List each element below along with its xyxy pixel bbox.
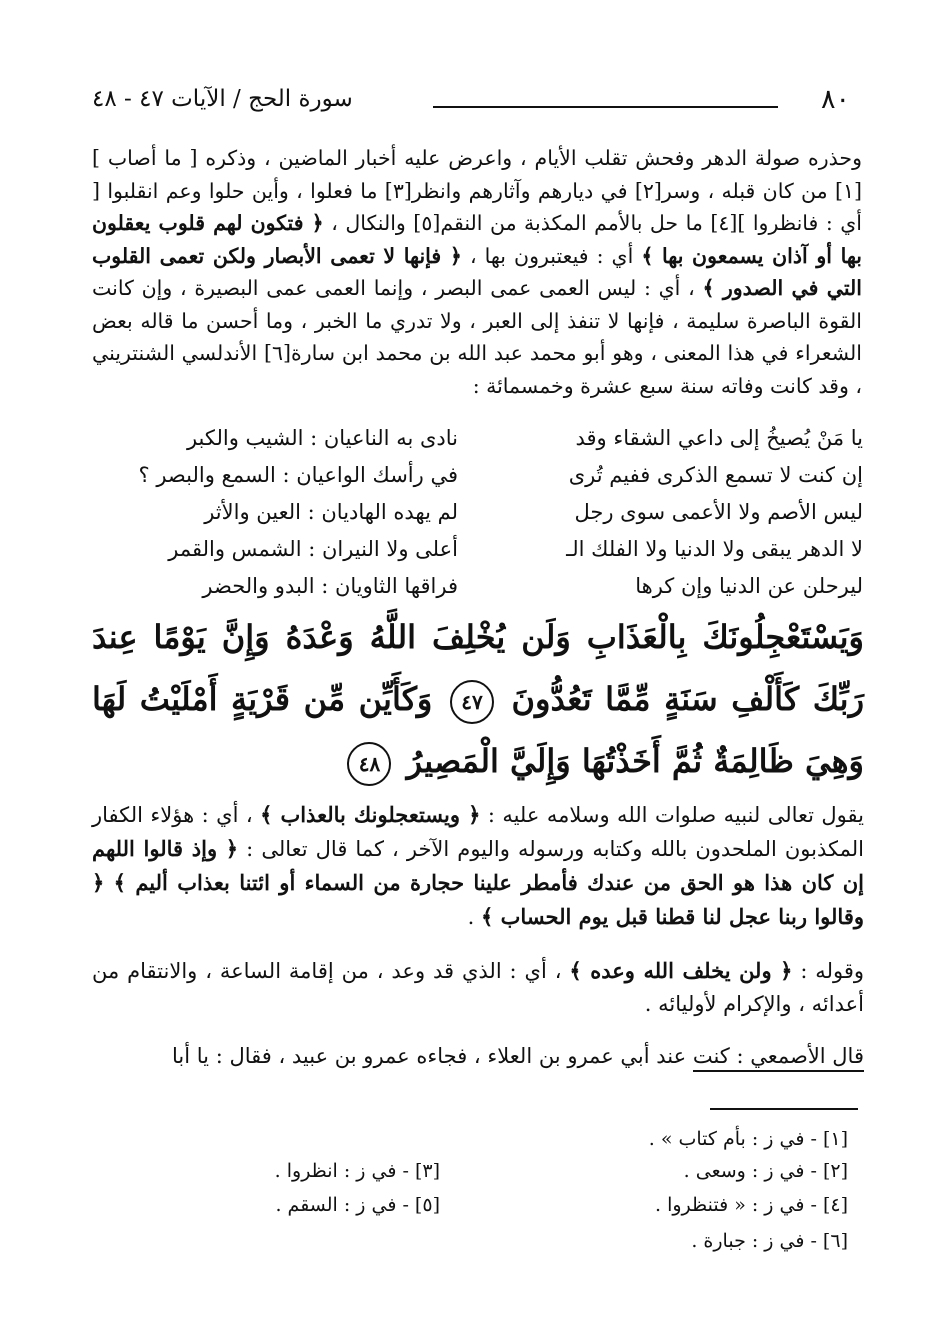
underlined-phrase: قال الأصمعي : كنت — [693, 1044, 864, 1072]
hemistich-2: أعلى ولا النيران : الشمس والقمر — [168, 537, 458, 561]
quote-verse-3: ﴿ ويستعجلونك بالعذاب ﴾ — [260, 802, 481, 827]
page-header — [88, 84, 858, 124]
footnote-2: [٢] - في ز : وسعى . — [683, 1160, 848, 1182]
para3-text-2: ، أي : الذي قد وعد ، من إقامة الساعة ، والانتقام من أعدائه ، والإكرام لأوليائه . — [92, 959, 864, 1016]
para2-text-2: ، أي : هؤلاء الكفار المكذبون الملحدون بالله وكتابه ورسوله واليوم الآخر ، كما قال تعالى : — [92, 803, 864, 861]
para4-text: عند أبي عمرو بن العلاء ، فجاءه عمرو بن عبيد ، فقال : يا أبا — [172, 1044, 693, 1068]
footnote-3: [٣] - في ز : انظروا . — [274, 1160, 440, 1182]
hemistich-2: فراقها الثاويان : البدو والحضر — [202, 574, 458, 598]
commentary-paragraph-4 — [92, 1040, 864, 1073]
poem-line — [118, 426, 863, 463]
para1-text-3: ، أي : ليس العمى عمى البصر ، وإنما العمى عمى البصيرة ، وإن كانت القوة الباصرة سليمة ، فإنها لا تنفذ إلى العبر ، ولا تدري ما الخبر ، وما أحسن ما قاله بعض الشعراء في هذا المعنى ، وهو أبو محمد عبد الله بن محمد ابن سارة[٦] الأندلسي الشنتريني ، وقد كانت وفاته سنة سبع عشرة وخمسمائة : — [92, 276, 862, 398]
running-title: سورة الحج / الآيات ٤٧ - ٤٨ — [92, 86, 353, 112]
footnote-6: [٦] - في ز : جبارة . — [691, 1230, 848, 1252]
hemistich-2: في رأسك الواعيان : السمع والبصر ؟ — [138, 463, 458, 487]
quote-verse-1: ﴿ فتكون لهم قلوب يعقلون بها أو آذان يسمعون بها ﴾ — [92, 211, 862, 268]
footnote-4: [٤] - في ز : « فتنظروا . — [655, 1194, 848, 1216]
para1-text-2: أي : فيعتبرون بها ، — [461, 243, 642, 268]
hemistich-1: يا مَنْ يُصيخُ إلى داعي الشقاء وقد — [575, 426, 863, 450]
commentary-paragraph-2 — [92, 798, 864, 934]
header-rule — [433, 106, 778, 108]
footnote-rule — [710, 1108, 858, 1110]
ayah-number-47: ٤٧ — [450, 680, 494, 724]
hemistich-1: إن كنت لا تسمع الذكرى ففيم تُرى — [568, 463, 863, 487]
page-number: ٨٠ — [820, 84, 850, 115]
para2-text-3: . — [467, 905, 482, 929]
poem — [118, 426, 863, 611]
hemistich-2: نادى به الناعيان : الشيب والكبر — [186, 426, 458, 450]
poem-line — [118, 500, 863, 537]
quran-verses — [92, 606, 864, 792]
poem-line — [118, 463, 863, 500]
para1-text: وحذره صولة الدهر وفحش تقلب الأيام ، واعرض عليه أخبار الماضين ، وذكره [ ما أصاب ][١] من كان قبله ، وسر[٢] في ديارهم وآثارهم وانظر[٣] ما فعلوا ، وأين حلوا وعم انقلبوا [ أي : فانظروا ][٤] ما حل بالأمم المكذبة من النقم[٥] والنكال ، — [92, 146, 862, 235]
ayah-number-48: ٤٨ — [347, 742, 391, 786]
hemistich-1: لا الدهر يبقى ولا الدنيا ولا الفلك الـ — [566, 537, 863, 561]
poem-line — [118, 537, 863, 574]
para3-text-1: وقوله : — [792, 959, 864, 983]
quote-verse-5: ﴿ ولن يخلف الله وعده ﴾ — [569, 958, 793, 983]
hemistich-2: لم يهده الهاديان : العين والأثر — [204, 500, 458, 524]
para2-text-1: يقول تعالى لنبيه صلوات الله وسلامه عليه : — [480, 803, 864, 827]
footnote-5: [٥] - في ز : السقم . — [275, 1194, 440, 1216]
verse-48-text: وَكَأَيِّن مِّن قَرْيَةٍ أَمْلَيْتُ لَهَا وَهِيَ ظَالِمَةٌ ثُمَّ أَخَذْتُهَا وَإِلَيَّ الْمَصِيرُ — [92, 680, 864, 780]
commentary-paragraph-3 — [92, 954, 864, 1021]
quote-verse-4: ﴿ وإذ قالوا اللهم إن كان هذا هو الحق من عندك فأمطر علينا حجارة من السماء أو ائتنا بعذاب أليم ﴾ ﴿ وقالوا ربنا عجل لنا قطنا قبل يوم الحساب ﴾ — [92, 836, 864, 929]
commentary-paragraph-1 — [92, 142, 862, 402]
quote-verse-2: ﴿ فإنها لا تعمى الأبصار ولكن تعمى القلوب التي في الصدور ﴾ — [92, 243, 862, 300]
hemistich-1: ليس الأصم ولا الأعمى سوى رجل — [574, 500, 863, 524]
hemistich-1: ليرحلن عن الدنيا وإن كرها — [635, 574, 863, 598]
footnote-1: [١] - في ز : بأم كتاب » . — [648, 1128, 848, 1150]
verse-47-text: وَيَسْتَعْجِلُونَكَ بِالْعَذَابِ وَلَن يُخْلِفَ اللَّهُ وَعْدَهُ وَإِنَّ يَوْمًا عِندَ رَبِّكَ كَأَلْفِ سَنَةٍ مِّمَّا تَعُدُّونَ — [92, 618, 865, 718]
